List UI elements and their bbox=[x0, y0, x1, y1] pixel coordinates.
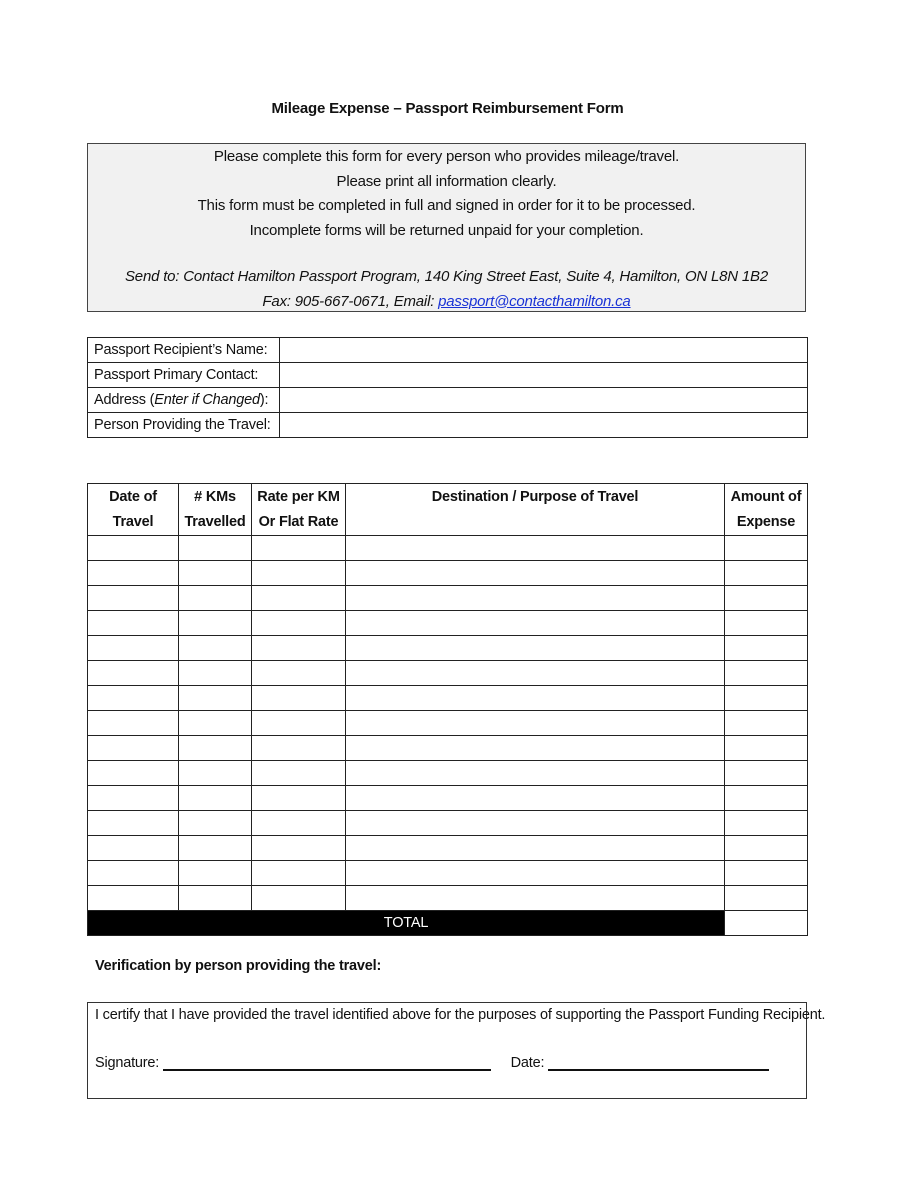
signature-row bbox=[95, 1053, 769, 1071]
kms-cell[interactable] bbox=[179, 836, 252, 861]
destination-cell[interactable] bbox=[346, 886, 725, 911]
total-amount-field[interactable] bbox=[725, 911, 808, 936]
destination-cell[interactable] bbox=[346, 611, 725, 636]
header-destination-purpose: Destination / Purpose of Travel bbox=[346, 484, 725, 536]
kms-cell[interactable] bbox=[179, 761, 252, 786]
kms-cell[interactable] bbox=[179, 886, 252, 911]
table-row bbox=[88, 836, 808, 861]
kms-cell[interactable] bbox=[179, 811, 252, 836]
kms-cell[interactable] bbox=[179, 561, 252, 586]
amount-cell[interactable] bbox=[725, 711, 808, 736]
kms-cell[interactable] bbox=[179, 536, 252, 561]
rate-cell[interactable] bbox=[252, 611, 346, 636]
amount-cell[interactable] bbox=[725, 861, 808, 886]
instructions-box bbox=[87, 143, 806, 312]
date-cell[interactable] bbox=[88, 736, 179, 761]
address-label: Address (Enter if Changed): bbox=[88, 388, 280, 413]
amount-cell[interactable] bbox=[725, 836, 808, 861]
fax-text: Fax: 905-667-0671, Email: bbox=[262, 292, 439, 310]
amount-cell[interactable] bbox=[725, 811, 808, 836]
rate-cell[interactable] bbox=[252, 786, 346, 811]
date-cell[interactable] bbox=[88, 836, 179, 861]
amount-cell[interactable] bbox=[725, 761, 808, 786]
instruction-line: Incomplete forms will be returned unpaid for your completion. bbox=[249, 221, 644, 239]
destination-cell[interactable] bbox=[346, 586, 725, 611]
table-row bbox=[88, 811, 808, 836]
kms-cell[interactable] bbox=[179, 611, 252, 636]
destination-cell[interactable] bbox=[346, 861, 725, 886]
signature-line[interactable] bbox=[163, 1053, 491, 1071]
rate-cell[interactable] bbox=[252, 636, 346, 661]
table-row bbox=[88, 413, 808, 438]
destination-cell[interactable] bbox=[346, 561, 725, 586]
verification-heading: Verification by person providing the travel: bbox=[95, 958, 382, 974]
header-kms-travelled: # KMs Travelled bbox=[179, 484, 252, 536]
date-cell[interactable] bbox=[88, 861, 179, 886]
table-row bbox=[88, 886, 808, 911]
recipient-name-label: Passport Recipient’s Name: bbox=[88, 338, 280, 363]
destination-cell[interactable] bbox=[346, 536, 725, 561]
date-cell[interactable] bbox=[88, 661, 179, 686]
provider-label: Person Providing the Travel: bbox=[88, 413, 280, 438]
signature-label: Signature: bbox=[95, 1055, 160, 1071]
instruction-line: Please complete this form for every person who provides mileage/travel. bbox=[213, 148, 680, 165]
amount-cell[interactable] bbox=[725, 686, 808, 711]
instruction-line: Please print all information clearly. bbox=[336, 172, 557, 190]
table-row bbox=[88, 363, 808, 388]
destination-cell[interactable] bbox=[346, 636, 725, 661]
table-row bbox=[88, 536, 808, 561]
total-row bbox=[88, 911, 808, 936]
table-row bbox=[88, 711, 808, 736]
destination-cell[interactable] bbox=[346, 811, 725, 836]
amount-cell[interactable] bbox=[725, 786, 808, 811]
table-row bbox=[88, 686, 808, 711]
date-cell[interactable] bbox=[88, 886, 179, 911]
date-cell[interactable] bbox=[88, 686, 179, 711]
recipient-info-table bbox=[87, 337, 808, 438]
table-row bbox=[88, 861, 808, 886]
travel-log-table bbox=[87, 483, 808, 936]
rate-cell[interactable] bbox=[252, 711, 346, 736]
send-to-address: Send to: Contact Hamilton Passport Program, 140 King Street East, Suite 4, Hamilton, ON L8N 1B2 bbox=[125, 268, 768, 285]
date-cell[interactable] bbox=[88, 761, 179, 786]
header-amount-of-expense: Amount of Expense bbox=[725, 484, 808, 536]
amount-cell[interactable] bbox=[725, 636, 808, 661]
table-row bbox=[88, 661, 808, 686]
email-link[interactable]: passport@contacthamilton.ca bbox=[438, 292, 631, 310]
table-row bbox=[88, 736, 808, 761]
table-row bbox=[88, 636, 808, 661]
table-row bbox=[88, 561, 808, 586]
amount-cell[interactable] bbox=[725, 536, 808, 561]
date-cell[interactable] bbox=[88, 586, 179, 611]
kms-cell[interactable] bbox=[179, 786, 252, 811]
amount-cell[interactable] bbox=[725, 886, 808, 911]
address-field[interactable] bbox=[280, 388, 808, 413]
total-label: TOTAL bbox=[88, 911, 725, 936]
kms-cell[interactable] bbox=[179, 711, 252, 736]
rate-cell[interactable] bbox=[252, 761, 346, 786]
header-rate-per-km: Rate per KM Or Flat Rate bbox=[252, 484, 346, 536]
kms-cell[interactable] bbox=[179, 861, 252, 886]
date-cell[interactable] bbox=[88, 536, 179, 561]
destination-cell[interactable] bbox=[346, 686, 725, 711]
header-date-of-travel: Date of Travel bbox=[88, 484, 179, 536]
rate-cell[interactable] bbox=[252, 661, 346, 686]
rate-cell[interactable] bbox=[252, 886, 346, 911]
destination-cell[interactable] bbox=[346, 761, 725, 786]
date-cell[interactable] bbox=[88, 786, 179, 811]
primary-contact-field[interactable] bbox=[280, 363, 808, 388]
kms-cell[interactable] bbox=[179, 686, 252, 711]
date-cell[interactable] bbox=[88, 561, 179, 586]
rate-cell[interactable] bbox=[252, 736, 346, 761]
rate-cell[interactable] bbox=[252, 811, 346, 836]
date-cell[interactable] bbox=[88, 711, 179, 736]
kms-cell[interactable] bbox=[179, 636, 252, 661]
date-label: Date: bbox=[510, 1055, 545, 1071]
fax-email-line bbox=[88, 290, 805, 315]
certification-box bbox=[87, 1002, 826, 1099]
kms-cell[interactable] bbox=[179, 661, 252, 686]
primary-contact-label: Passport Primary Contact: bbox=[88, 363, 280, 388]
table-row bbox=[88, 761, 808, 786]
date-cell[interactable] bbox=[88, 636, 179, 661]
destination-cell[interactable] bbox=[346, 736, 725, 761]
rate-cell[interactable] bbox=[252, 861, 346, 886]
table-header-row bbox=[88, 484, 808, 536]
date-line[interactable] bbox=[548, 1053, 769, 1071]
date-cell[interactable] bbox=[88, 811, 179, 836]
destination-cell[interactable] bbox=[346, 786, 725, 811]
date-cell[interactable] bbox=[88, 611, 179, 636]
provider-field[interactable] bbox=[280, 413, 808, 438]
kms-cell[interactable] bbox=[179, 736, 252, 761]
rate-cell[interactable] bbox=[252, 686, 346, 711]
amount-cell[interactable] bbox=[725, 611, 808, 636]
rate-cell[interactable] bbox=[252, 836, 346, 861]
instruction-line: This form must be completed in full and signed in order for it to be processed. bbox=[197, 197, 696, 214]
table-row bbox=[88, 586, 808, 611]
destination-cell[interactable] bbox=[346, 711, 725, 736]
rate-cell[interactable] bbox=[252, 586, 346, 611]
amount-cell[interactable] bbox=[725, 736, 808, 761]
certification-statement: I certify that I have provided the travel identified above for the purposes of supporting the Passport Funding Recipient. bbox=[95, 1007, 826, 1023]
amount-cell[interactable] bbox=[725, 661, 808, 686]
table-row bbox=[88, 611, 808, 636]
destination-cell[interactable] bbox=[346, 661, 725, 686]
table-row bbox=[88, 388, 808, 413]
recipient-name-field[interactable] bbox=[280, 338, 808, 363]
form-title: Mileage Expense – Passport Reimbursement Form bbox=[271, 100, 624, 117]
table-row bbox=[88, 338, 808, 363]
amount-cell[interactable] bbox=[725, 561, 808, 586]
kms-cell[interactable] bbox=[179, 586, 252, 611]
rate-cell[interactable] bbox=[252, 536, 346, 561]
table-row bbox=[88, 786, 808, 811]
rate-cell[interactable] bbox=[252, 561, 346, 586]
amount-cell[interactable] bbox=[725, 586, 808, 611]
destination-cell[interactable] bbox=[346, 836, 725, 861]
